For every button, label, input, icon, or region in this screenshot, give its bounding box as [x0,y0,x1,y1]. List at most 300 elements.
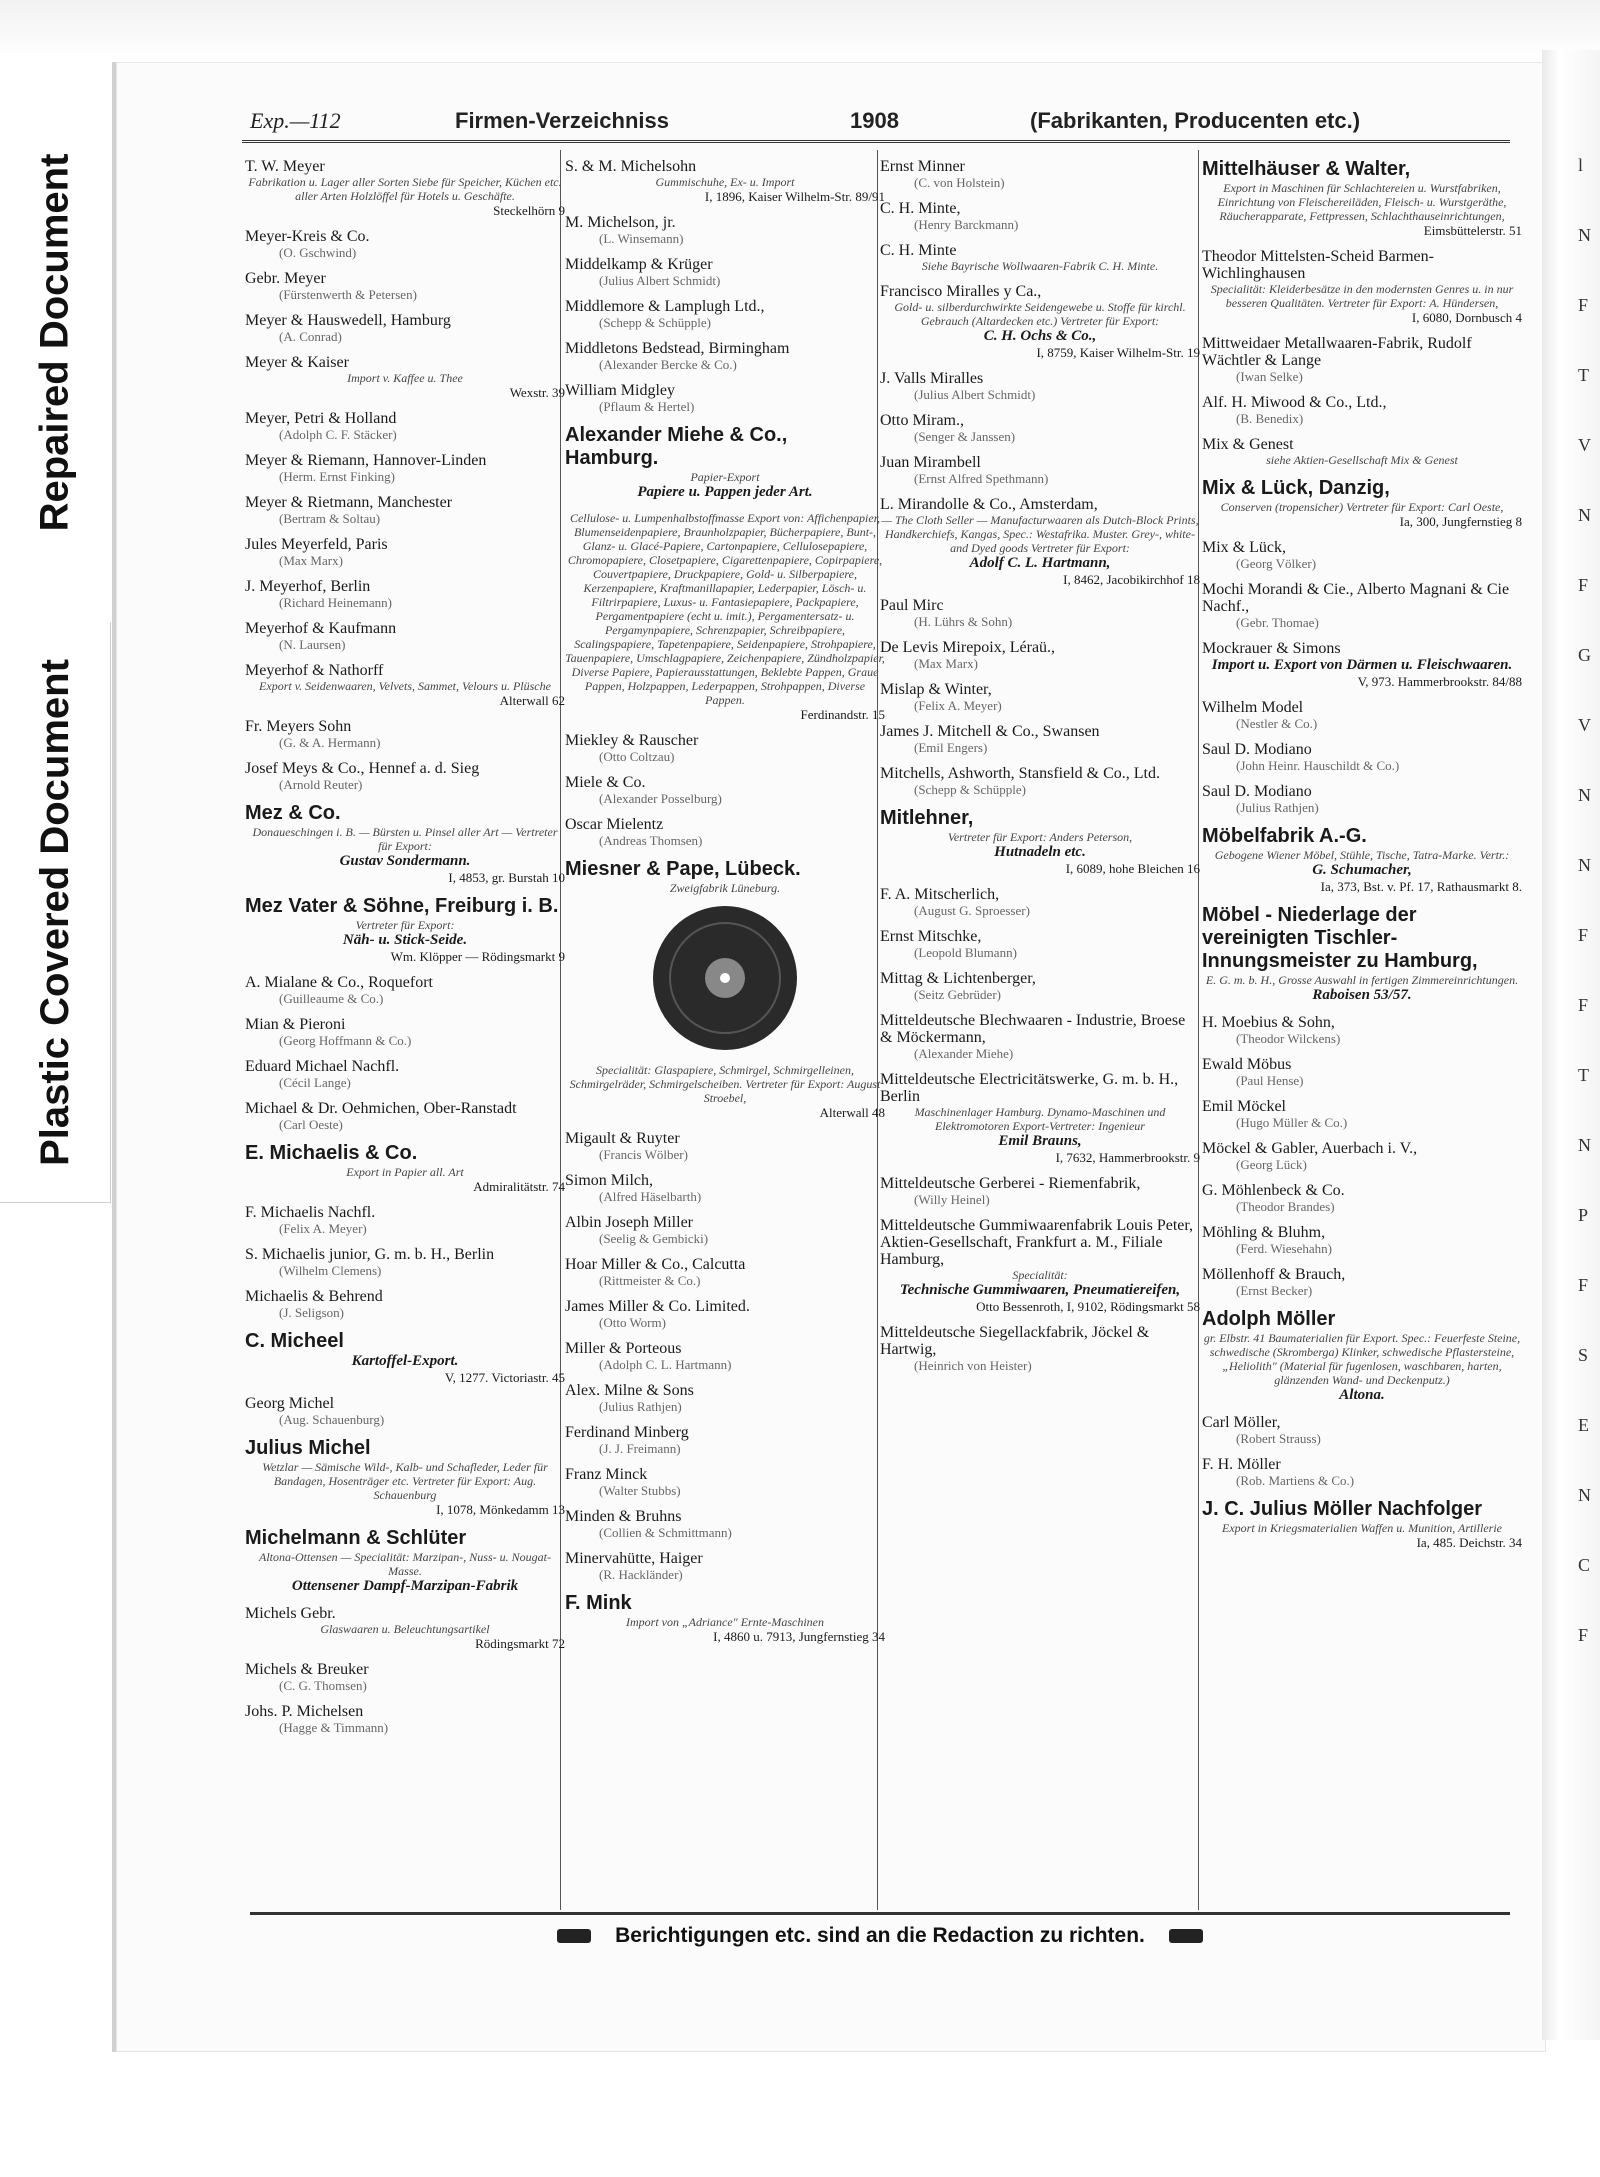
agent-name: (G. & A. Hermann) [279,735,381,750]
agent-name: (Rob. Martiens & Co.) [1236,1473,1355,1488]
address: V, 1277. Victoriastr. 45 [444,1370,565,1385]
directory-entry [565,1592,885,1644]
directory-entry [245,1142,565,1194]
company-name: E. Michaelis & Co. [245,1142,418,1164]
directory-entry [565,298,885,330]
company-name: Meyer, Petri & Holland [245,410,397,427]
company-name: Miller & Porteous [565,1340,682,1357]
company-name: Saul D. Modiano [1202,741,1312,758]
company-name: Meyerhof & Kaufmann [245,620,397,637]
directory-entry [245,1204,565,1236]
directory-entry [245,1661,565,1693]
directory-entry [245,1016,565,1048]
company-name: M. Michelson, jr. [565,214,676,231]
directory-entry [1202,335,1522,384]
agent-name: (C. G. Thomsen) [279,1678,367,1693]
company-name: Mochi Morandi & Cie., Alberto Magnani & Cie Nachf., [1202,581,1510,615]
directory-entry [245,158,565,218]
agent-name: (Alfred Häselbarth) [599,1189,702,1204]
company-name: James J. Mitchell & Co., Swansen [880,723,1100,740]
company-name: Meyer & Hauswedell, Hamburg [245,312,451,329]
agent-name: (Arnold Reuter) [279,777,363,792]
directory-entry [565,1466,885,1498]
address: Wexstr. 39 [509,385,565,400]
directory-entry [880,1175,1200,1207]
footer-notice: Berichtigungen etc. sind an die Redaction zu richten. [615,1924,1145,1947]
address: Eimsbüttelerstr. 51 [1423,223,1522,238]
company-name: Carl Möller, [1202,1414,1281,1431]
agent-name: (Alexander Bercke & Co.) [599,357,737,372]
company-name: Mitteldeutsche Electricitätswerke, G. m. b. H., Berlin [880,1071,1179,1105]
directory-entry [1202,158,1522,238]
address: Alterwall 48 [819,1105,885,1120]
directory-entry [245,662,565,708]
agent-name: (R. Hackländer) [599,1567,683,1582]
directory-entry [880,597,1200,629]
company-name: C. H. Minte, [880,200,961,217]
agent-name: (J. J. Freimann) [599,1441,681,1456]
agent-name: (Bertram & Soltau) [279,511,381,526]
directory-entry [245,578,565,610]
company-name: Miesner & Pape, Lübeck. [565,858,801,880]
directory-entry [565,1172,885,1204]
directory-entry [1202,1056,1522,1088]
specialty-text: Import von „Adriance" Ernte-Maschinen [626,1615,824,1629]
directory-entry [245,1330,565,1385]
company-name: Otto Miram., [880,412,964,429]
agent-name: (Iwan Selke) [1236,369,1303,384]
column-4 [1202,158,1522,1560]
specialty-text: Glaswaaren u. Beleuchtungsartikel [320,1622,490,1636]
plastic-covered-document-label: Plastic Covered Document [32,658,77,1166]
agent-name: (Otto Coltzau) [599,749,675,764]
company-name: Mix & Lück, Danzig, [1202,477,1390,499]
address: Alterwall 62 [499,693,565,708]
agent-name: (Felix A. Meyer) [279,1221,367,1236]
company-name: J. C. Julius Möller Nachfolger [1202,1498,1483,1520]
company-name: Middletons Bedstead, Birmingham [565,340,790,357]
address: Admiralitätstr. 74 [473,1179,565,1194]
company-name: Ferdinand Minberg [565,1424,689,1441]
directory-entry [245,536,565,568]
directory-entry [245,620,565,652]
company-name: Theodor Mittelsten-Scheid Barmen-Wichlinghausen [1202,248,1434,282]
agent-name: (August G. Sproesser) [914,903,1030,918]
directory-entry [1202,1266,1522,1298]
directory-entry [565,256,885,288]
page-footer [250,1924,1510,1948]
specialty-text: Specialität: [1012,1268,1068,1282]
page-header [250,108,1510,144]
company-name: Miekley & Rauscher [565,732,699,749]
company-name: Mez & Co. [245,802,341,824]
directory-entry [565,1063,885,1120]
address: Ia, 300, Jungfernstieg 8 [1399,514,1522,529]
column-3 [880,158,1200,1383]
directory-entry [565,816,885,848]
agent-name: (Julius Rathjen) [599,1399,682,1414]
specialty-text: Export in Papier all. Art [346,1165,464,1179]
company-name: Meyer & Rietmann, Manchester [245,494,453,511]
agent-name: (A. Conrad) [279,329,342,344]
company-name: F. A. Mitscherlich, [880,886,1000,903]
specialty-text: — The Cloth Seller — Manufacturwaaren als Dutch-Block Prints, Handkerchiefs, Kangas, Spec.: Westafrika. Muster. Grey-, white- and Dyed goods Vertreter für Export: [881,513,1199,555]
directory-entry [880,370,1200,402]
company-name: Migault & Ruyter [565,1130,680,1147]
directory-entry [1202,1224,1522,1256]
directory-entry [565,858,885,1053]
agent-name: (Otto Worm) [599,1315,666,1330]
directory-entry [1202,581,1522,630]
directory-entry [245,1703,565,1735]
directory-entry [565,511,885,722]
company-name: Julius Michel [245,1437,371,1459]
directory-entry [565,1214,885,1246]
directory-entry [565,1382,885,1414]
directory-entry [880,886,1200,918]
directory-entry [245,1246,565,1278]
agent-name: (Georg Hoffmann & Co.) [279,1033,412,1048]
directory-entry [245,1437,565,1517]
company-name: Georg Michel [245,1395,335,1412]
directory-entry [1202,539,1522,571]
directory-entry [245,1288,565,1320]
company-name: Mittag & Lichtenberger, [880,970,1036,987]
specialty-text: Altona-Ottensen — Specialität: Marzipan-, Nuss- u. Nougat-Masse. [259,1550,551,1578]
company-name: Möbel - Niederlage der vereinigten Tischler-Innungsmeister zu Hamburg, [1202,904,1478,972]
company-name: Meyer-Kreis & Co. [245,228,370,245]
page-number: Exp.—112 [250,108,341,133]
agent-name: (Carl Oeste) [279,1117,343,1132]
specialty-text: Vertreter für Export: [355,918,455,932]
company-name: F. H. Möller [1202,1456,1281,1473]
agent-name: (Julius Rathjen) [1236,800,1319,815]
specialty-text: Fabrikation u. Lager aller Sorten Siebe für Speicher, Küchen etc. aller Arten Holzlöffel für Hotels u. Geschäfte. [248,175,562,203]
company-name: Meyerhof & Nathorff [245,662,384,679]
directory-entry [245,494,565,526]
company-name: Hoar Miller & Co., Calcutta [565,1256,746,1273]
agent-name: (Robert Strauss) [1236,1431,1321,1446]
directory-entry [880,283,1200,360]
directory-entry [245,1527,565,1595]
directory-entry [1202,1414,1522,1446]
agent-name: (Guilleaume & Co.) [279,991,384,1006]
directory-entry [565,1256,885,1288]
directory-entry [565,774,885,806]
agent-name: (Heinrich von Heister) [914,1358,1032,1373]
company-name: Möbelfabrik A.-G. [1202,825,1367,847]
directory-entry [565,340,885,372]
representative: Emil Brauns, [998,1133,1082,1149]
agent-name: (Alexander Posselburg) [599,791,722,806]
agent-name: (Julius Albert Schmidt) [599,273,721,288]
company-name: Juan Mirambell [880,454,981,471]
company-name: Michelmann & Schlüter [245,1527,467,1549]
directory-entry [565,1130,885,1162]
agent-name: (Ferd. Wiesehahn) [1236,1241,1332,1256]
column-2 [565,158,885,1654]
agent-name: (Seitz Gebrüder) [914,987,1001,1002]
repaired-document-label: Repaired Document [32,153,77,531]
address: Wm. Klöpper — Rödingsmarkt 9 [390,949,565,964]
representative: Adolf C. L. Hartmann, [969,555,1111,571]
directory-entry [245,1395,565,1427]
company-name: C. H. Minte [880,242,957,259]
company-name: Gebr. Meyer [245,270,326,287]
agent-name: (Georg Lück) [1236,1157,1307,1172]
next-page-letters: l N F T V N F G V N N F F T N P F S E N C F [1578,155,1591,1645]
pointing-hand-icon [557,1929,591,1943]
directory-entry [880,242,1200,273]
company-name: Minervahütte, Haiger [565,1550,703,1567]
directory-entry [880,412,1200,444]
company-name: Wilhelm Model [1202,699,1304,716]
specialty-text: Vertreter für Export: Anders Peterson, [947,830,1133,844]
company-name: H. Moebius & Sohn, [1202,1014,1335,1031]
directory-entry [880,454,1200,486]
company-name: Ernst Mitschke, [880,928,982,945]
address: I, 1896, Kaiser Wilhelm-Str. 89/91 [704,189,885,204]
directory-entry [880,723,1200,755]
representative: Technische Gummiwaaren, Pneumatiereifen, [899,1282,1181,1298]
page-year: 1908 [850,108,899,133]
agent-name: (Walter Stubbs) [599,1483,681,1498]
representative: Kartoffel-Export. [351,1353,459,1369]
specialty-text: Import v. Kaffee u. Thee [347,371,463,385]
directory-entry [245,1058,565,1090]
agent-name: (Richard Heinemann) [279,595,392,610]
directory-entry [1202,248,1522,325]
directory-entry [1202,904,1522,1004]
representative: Import u. Export von Därmen u. Fleischwaaren. [1211,657,1513,673]
specialty-text: Wetzlar — Sämische Wild-, Kalb- und Schafleder, Leder für Bandagen, Hosenträger etc. Vertreter für Export: Aug. Schauenburg [262,1460,548,1502]
agent-name: (Adolph C. F. Stäcker) [279,427,397,442]
plastic-covered-document-tab[interactable] [0,622,111,1203]
company-name: Michael & Dr. Oehmichen, Ober-Ranstadt [245,1100,517,1117]
repaired-document-tab[interactable] [0,62,110,622]
company-name: Saul D. Modiano [1202,783,1312,800]
directory-entry [880,1071,1200,1165]
company-name: Möckel & Gabler, Auerbach i. V., [1202,1140,1418,1157]
company-name: Franz Minck [565,1466,648,1483]
directory-entry [880,639,1200,671]
company-name: Mockrauer & Simons [1202,640,1341,657]
directory-entry [880,1324,1200,1373]
address: I, 8759, Kaiser Wilhelm-Str. 19 [1036,345,1200,360]
agent-name: (Max Marx) [914,656,978,671]
directory-entry [245,974,565,1006]
agent-name: (Ernst Alfred Spethmann) [914,471,1049,486]
address: Ferdinandstr. 15 [800,707,885,722]
directory-entry [565,424,885,501]
agent-name: (Hagge & Timmann) [279,1720,389,1735]
company-name: Eduard Michael Nachfl. [245,1058,400,1075]
directory-entry [565,382,885,414]
company-name: Mitchells, Ashworth, Stansfield & Co., Ltd. [880,765,1160,782]
agent-name: (Fürstenwerth & Petersen) [279,287,417,302]
specialty-text: Export in Maschinen für Schlachtereien u. Wurstfabriken, Einrichtung von Fleischereiläden, Fleisch- u. Wurstgeräthe, Räucherapparate, Fettpressen, Schlachthauseinrichtungen, [1217,181,1507,223]
agent-name: (O. Gschwind) [279,245,357,260]
company-name: Michaelis & Behrend [245,1288,383,1305]
agent-name: (Julius Albert Schmidt) [914,387,1036,402]
company-name: Albin Joseph Miller [565,1214,693,1231]
company-name: S. Michaelis junior, G. m. b. H., Berlin [245,1246,495,1263]
column-1 [245,158,565,1745]
address: I, 1078, Mönkedamm 13 [436,1502,565,1517]
company-name: Ernst Minner [880,158,965,175]
company-name: Miele & Co. [565,774,646,791]
address: Otto Bessenroth, I, 9102, Rödingsmarkt 58 [976,1299,1200,1314]
company-name: Mitteldeutsche Gerberei - Riemenfabrik, [880,1175,1141,1192]
directory-entry [1202,1456,1522,1488]
specialty-text: siehe Aktien-Gesellschaft Mix & Genest [1266,453,1458,467]
directory-entry [1202,699,1522,731]
directory-entry [880,970,1200,1002]
agent-name: (Schepp & Schüpple) [599,315,711,330]
company-name: Fr. Meyers Sohn [245,718,352,735]
representative: Näh- u. Stick-Seide. [342,932,468,948]
directory-entry [880,158,1200,190]
agent-name: (Willy Heinel) [914,1192,990,1207]
agent-name: (John Heinr. Hauschildt & Co.) [1236,758,1400,773]
agent-name: (Hugo Müller & Co.) [1236,1115,1348,1130]
agent-name: (H. Lührs & Sohn) [914,614,1013,629]
directory-entry [245,802,565,885]
company-name: Alf. H. Miwood & Co., Ltd., [1202,394,1387,411]
header-rule [242,140,1510,143]
company-name: Alex. Milne & Sons [565,1382,694,1399]
agent-name: (Pflaum & Hertel) [599,399,695,414]
directory-entry [1202,783,1522,815]
specialty-text: Export in Kriegsmaterialien Waffen u. Munition, Artillerie [1222,1521,1502,1535]
company-name: Oscar Mielentz [565,816,664,833]
page-subtitle: (Fabrikanten, Producenten etc.) [1030,108,1361,133]
directory-entry [880,928,1200,960]
company-name: De Levis Mirepoix, Léraü., [880,639,1056,656]
directory-entry [245,410,565,442]
company-name: J. Valls Miralles [880,370,984,387]
address: V, 973. Hammerbrookstr. 84/88 [1357,674,1522,689]
address: I, 7632, Hammerbrookstr. 9 [1055,1150,1200,1165]
directory-entry [565,1424,885,1456]
company-name: J. Meyerhof, Berlin [245,578,371,595]
agent-name: (Collien & Schmittmann) [599,1525,732,1540]
company-name: Alexander Miehe & Co., Hamburg. [565,424,788,469]
agent-name: (Herm. Ernst Finking) [279,469,395,484]
agent-name: (Schepp & Schüpple) [914,782,1026,797]
specialty-text: Zweigfabrik Lüneburg. [669,881,781,895]
address: Rödingsmarkt 72 [475,1636,565,1651]
company-name: James Miller & Co. Limited. [565,1298,750,1315]
company-name: Michels & Breuker [245,1661,369,1678]
directory-entry [1202,1014,1522,1046]
directory-entry [880,200,1200,232]
representative: Altona. [1339,1387,1385,1403]
representative: Hutnadeln etc. [994,844,1086,860]
company-name: C. Micheel [245,1330,344,1352]
directory-entry [1202,394,1522,426]
company-name: Mix & Genest [1202,436,1294,453]
representative: Gustav Sondermann. [339,853,471,869]
specialty-text: Papier-Export [690,470,760,484]
agent-name: (Senger & Janssen) [914,429,1016,444]
directory-entry [565,214,885,246]
directory-entry [880,1217,1200,1314]
company-name: Mez Vater & Söhne, Freiburg i. B. [245,895,559,917]
directory-entry [1202,477,1522,529]
company-name: Mittweidaer Metallwaaren-Fabrik, Rudolf Wächtler & Lange [1202,335,1472,369]
representative: C. H. Ochs & Co., [983,328,1097,344]
agent-name: (Theodor Brandes) [1236,1199,1335,1214]
company-name: Mitteldeutsche Blechwaaren - Industrie, Broese & Möckermann, [880,1012,1186,1046]
agent-name: (Gebr. Thomae) [1236,615,1319,630]
specialty-text: E. G. m. b. H., Grosse Auswahl in fertigen Zimmereinrichtungen. [1205,973,1519,987]
company-name: T. W. Meyer [245,158,325,175]
agent-name: (Theodor Wilckens) [1236,1031,1341,1046]
directory-entry [565,1340,885,1372]
directory-entry [1202,640,1522,689]
company-name: Middlemore & Lamplugh Ltd., [565,298,765,315]
specialty-text: Gold- u. silberdurchwirkte Seidengewebe u. Stoffe für kirchl. Gebrauch (Altardecken etc.) Vertreter für Export: [894,300,1186,328]
agent-name: (Henry Barckmann) [914,217,1019,232]
company-name: Ewald Möbus [1202,1056,1292,1073]
agent-name: (C. von Holstein) [914,175,1005,190]
company-name: Mitteldeutsche Siegellackfabrik, Jöckel & Hartwig, [880,1324,1150,1358]
company-name: A. Mialane & Co., Roquefort [245,974,433,991]
agent-name: (Alexander Miehe) [914,1046,1014,1061]
specialty-text: Export v. Seidenwaaren, Velvets, Sammet, Velours u. Plüsche [259,679,551,693]
company-name: Simon Milch, [565,1172,654,1189]
directory-entry [1202,1098,1522,1130]
specialty-text: Conserven (tropensicher) Vertreter für Export: Carl Oeste, [1220,500,1504,514]
company-name: Josef Meys & Co., Hennef a. d. Sieg [245,760,480,777]
directory-entry [245,228,565,260]
company-name: Paul Mirc [880,597,944,614]
grinding-disc-illustration [650,903,800,1053]
directory-entry [880,681,1200,713]
company-name: Johs. P. Michelsen [245,1703,364,1720]
company-name: Möhling & Bluhm, [1202,1224,1326,1241]
company-name: Mix & Lück, [1202,539,1286,556]
directory-entry [245,1100,565,1132]
agent-name: (Emil Engers) [914,740,988,755]
specialty-text: gr. Elbstr. 41 Baumaterialien für Export. Spec.: Feuerfeste Steine, schwedische (Skromberga) Klinker, schwedische Pflastersteine, „Heliolith" (Material für fugenlosen, waschbaren, harten, glänzenden Wand- und Deckenputz.) [1203,1331,1521,1387]
representative: G. Schumacher, [1312,862,1412,878]
directory-entry [245,312,565,344]
address: I, 4860 u. 7913, Jungfernstieg 34 [713,1629,885,1644]
company-name: Mian & Pieroni [245,1016,346,1033]
directory-entry [245,1605,565,1651]
directory-entry [1202,741,1522,773]
agent-name: (Leopold Blumann) [914,945,1017,960]
company-name: Mislap & Winter, [880,681,992,698]
agent-name: (Ernst Becker) [1236,1283,1313,1298]
representative: Raboisen 53/57. [1312,987,1412,1003]
agent-name: (N. Laursen) [279,637,346,652]
company-name: Mitteldeutsche Gummiwaarenfabrik Louis Peter, Aktien-Gesellschaft, Frankfurt a. M., Filiale Hamburg, [880,1217,1194,1268]
directory-entry [1202,1140,1522,1172]
agent-name: (Nestler & Co.) [1236,716,1318,731]
company-name: William Midgley [565,382,676,399]
company-name: Francisco Miralles y Ca., [880,283,1042,300]
agent-name: (Felix A. Meyer) [914,698,1002,713]
scan-top-shadow [0,0,1600,60]
agent-name: (Rittmeister & Co.) [599,1273,701,1288]
pointing-hand-icon [1169,1929,1203,1943]
company-name: Jules Meyerfeld, Paris [245,536,388,553]
directory-entry [880,765,1200,797]
company-name: Mittelhäuser & Walter, [1202,158,1411,180]
